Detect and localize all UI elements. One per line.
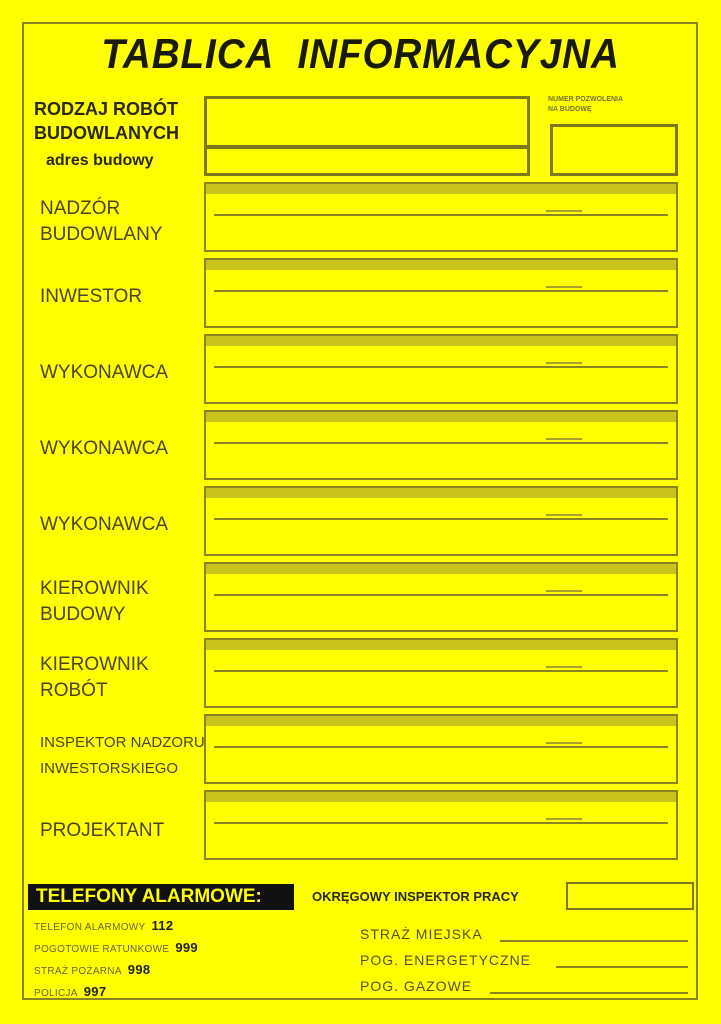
- phone-item: POGOTOWIE RATUNKOWE 999: [34, 940, 198, 955]
- row-label-1: INWESTOR: [40, 286, 143, 307]
- service-line[interactable]: [490, 992, 688, 994]
- row-field[interactable]: [204, 562, 678, 632]
- service-label: POG. GAZOWE: [360, 978, 473, 994]
- inspektor-field[interactable]: [566, 882, 694, 910]
- row-label-1: KIEROWNIK: [40, 578, 149, 599]
- row-field[interactable]: [204, 334, 678, 404]
- numer-label-1: NUMER POZWOLENIA: [548, 96, 624, 103]
- phone-item: STRAŻ POŻARNA 998: [34, 962, 151, 977]
- row-field[interactable]: [204, 410, 678, 480]
- numer-field[interactable]: [550, 124, 678, 176]
- row-field[interactable]: [204, 714, 678, 784]
- row-label-2: BUDOWLANY: [40, 224, 163, 245]
- service-line[interactable]: [556, 966, 688, 968]
- row-field[interactable]: [204, 638, 678, 708]
- phone-item: POLICJA 997: [34, 984, 107, 999]
- row-field[interactable]: [204, 486, 678, 556]
- row-label-1: NADZÓR: [40, 198, 121, 219]
- row-label-1: INSPEKTOR NADZORU: [40, 734, 205, 751]
- inspektor-label: OKRĘGOWY INSPEKTOR PRACY: [312, 889, 519, 904]
- row-label-1: KIEROWNIK: [40, 654, 149, 675]
- page-title: TABLICA INFORMACYJNA: [101, 30, 620, 77]
- row-field[interactable]: [204, 790, 678, 860]
- row-label-1: WYKONAWCA: [40, 514, 169, 535]
- service-label: STRAŻ MIEJSKA: [360, 926, 483, 942]
- rodzaj-label-2: BUDOWLANYCH: [34, 123, 179, 143]
- row-label-1: WYKONAWCA: [40, 362, 169, 383]
- rodzaj-field[interactable]: [204, 96, 530, 148]
- row-field[interactable]: [204, 258, 678, 328]
- row-label-2: INWESTORSKIEGO: [40, 760, 179, 777]
- row-field[interactable]: [204, 182, 678, 252]
- numer-label-2: NA BUDOWĘ: [548, 106, 592, 113]
- alarm-title-bar: TELEFONY ALARMOWE:: [28, 884, 294, 910]
- row-label-1: WYKONAWCA: [40, 438, 169, 459]
- adres-field[interactable]: [204, 146, 530, 176]
- rodzaj-label-1: RODZAJ ROBÓT: [34, 99, 178, 119]
- service-label: POG. ENERGETYCZNE: [360, 952, 532, 968]
- row-label-1: PROJEKTANT: [40, 820, 165, 841]
- service-line[interactable]: [500, 940, 688, 942]
- adres-label: adres budowy: [46, 152, 154, 169]
- row-label-2: ROBÓT: [40, 680, 108, 701]
- row-label-2: BUDOWY: [40, 604, 126, 625]
- phone-item: TELEFON ALARMOWY 112: [34, 918, 174, 933]
